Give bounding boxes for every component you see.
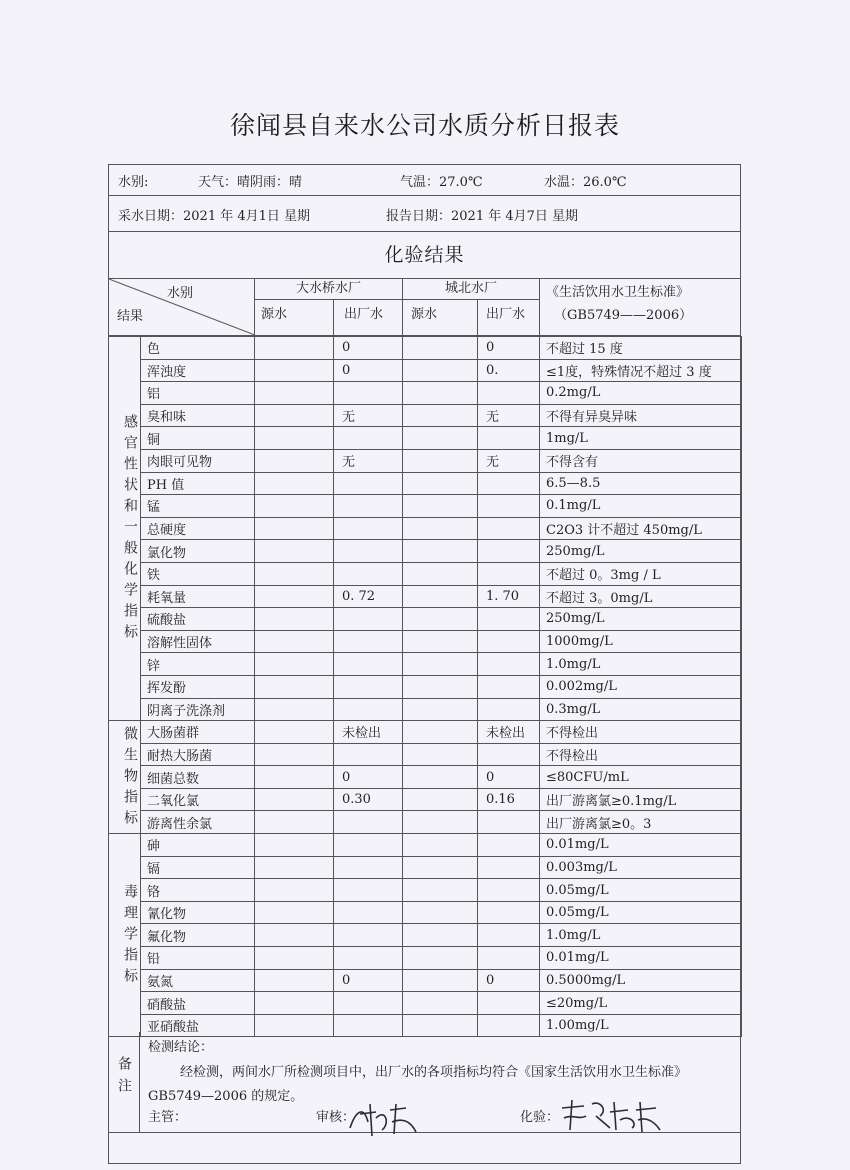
item-name: 色 [141,337,255,360]
header-plant2 [402,278,539,336]
plant1-output-value: 0. 72 [334,585,403,608]
table-row [109,495,742,518]
plant2-output-value [478,540,540,563]
table-row [109,924,742,947]
section-title: 化验结果 [384,244,465,266]
water-temp-field: 水温：26.0℃ [544,175,627,190]
plant2-source-value [403,766,478,789]
plant2-source-value [403,675,478,698]
table-row [109,743,742,766]
item-name: 耗氧量 [141,585,255,608]
plant1-output-value [334,811,403,834]
plant2-source-value [403,608,478,631]
table-row [109,404,742,427]
header-plant1 [254,278,402,336]
standard-value: 1.0mg/L [540,653,742,676]
results-table [108,336,742,1037]
header-corner-top: 水别 [167,286,194,301]
plant2-output-value [478,834,540,857]
plant1-source-value [255,788,334,811]
item-name: PH 值 [141,472,255,495]
plant1-output-value [334,472,403,495]
plant2-output-value [478,743,540,766]
standard-value: 不得检出 [540,743,742,766]
standard-value: 0.01mg/L [540,834,742,857]
plant1-source-value [255,630,334,653]
plant1-output-value: 0 [334,359,403,382]
plant2-source-value [403,811,478,834]
plant2-output-value: 0 [478,766,540,789]
plant1-output-value: 无 [334,404,403,427]
standard-value: 0.1mg/L [540,495,742,518]
air-temp-field: 气温：27.0℃ [400,175,483,190]
plant2-source-value [403,743,478,766]
plant2-source-value [403,879,478,902]
plant1-source-value [255,743,334,766]
standard-value: 不得含有 [540,449,742,472]
plant2-output-header: 出厂水 [486,307,526,322]
supervisor-label: 主管： [148,1110,188,1125]
table-row [109,811,742,834]
plant1-source-value [255,698,334,721]
plant1-output-value [334,382,403,405]
standard-value: 出厂游离氯≥0。3 [540,811,742,834]
standard-value: 0.003mg/L [540,856,742,879]
plant1-output-value [334,608,403,631]
reviewer-label: 审核： [316,1110,356,1125]
standard-value: 250mg/L [540,608,742,631]
item-name: 二氧化氯 [141,788,255,811]
standard-value: 0.05mg/L [540,901,742,924]
plant1-source-value [255,811,334,834]
plant1-output-value [334,901,403,924]
plant2-source-value [403,698,478,721]
table-row [109,630,742,653]
plant1-source-value [255,834,334,857]
plant2-output-value: 无 [478,449,540,472]
plant1-source-value [255,404,334,427]
plant2-source-value [403,427,478,450]
plant1-source-value [255,382,334,405]
plant1-output-value: 0.30 [334,788,403,811]
plant1-source-value [255,472,334,495]
table-row [109,337,742,360]
table-row [109,766,742,789]
standard-value: 1000mg/L [540,630,742,653]
table-row [109,653,742,676]
tester-signature [556,1094,666,1138]
table-row [109,359,742,382]
item-name: 浑浊度 [141,359,255,382]
plant2-output-value [478,811,540,834]
item-name: 游离性余氯 [141,811,255,834]
table-row [109,879,742,902]
standard-value: 0.05mg/L [540,879,742,902]
standard-value: 0.3mg/L [540,698,742,721]
standard-value: C2O3 计不超过 450mg/L [540,517,742,540]
plant2-source-value [403,992,478,1015]
table-row [109,788,742,811]
remarks-label-cell [108,1032,140,1132]
plant2-output-value [478,924,540,947]
item-name: 总硬度 [141,517,255,540]
standard-value: 0.5000mg/L [540,969,742,992]
plant2-output-value [478,630,540,653]
standard-value: 250mg/L [540,540,742,563]
plant1-source-value [255,766,334,789]
report-date-field: 报告日期：2021 年 4月7日 星期 [386,209,579,224]
table-row [109,856,742,879]
plant2-output-value [478,427,540,450]
plant1-source-value [255,540,334,563]
table-row [109,608,742,631]
item-name: 肉眼可见物 [141,449,255,472]
standard-value: 1mg/L [540,427,742,450]
plant2-source-value [403,947,478,970]
plant1-source-value [255,969,334,992]
plant1-source-value [255,721,334,744]
remarks-label: 备注 [116,1056,132,1100]
plant2-source-value [403,856,478,879]
plant2-output-value [478,901,540,924]
tester-label: 化验： [520,1110,560,1125]
item-name: 大肠菌群 [141,721,255,744]
item-name: 铜 [141,427,255,450]
item-name: 硫酸盐 [141,608,255,631]
item-name: 锌 [141,653,255,676]
plant2-source-value [403,540,478,563]
weather-field: 天气：晴阴雨：晴 [198,175,303,190]
header-corner-bottom: 结果 [117,309,144,324]
plant2-output-value: 未检出 [478,721,540,744]
plant1-output-value [334,495,403,518]
plant1-output-value [334,540,403,563]
plant2-output-value [478,653,540,676]
standard-value: 0.01mg/L [540,947,742,970]
item-name: 耐热大肠菌 [141,743,255,766]
plant1-source-value [255,675,334,698]
item-name: 亚硝酸盐 [141,1014,255,1037]
plant2-source-header: 源水 [403,299,478,335]
standard-value: 0.002mg/L [540,675,742,698]
standard-value: 不超过 3。0mg/L [540,585,742,608]
plant2-name: 城北水厂 [403,279,539,300]
plant2-output-value [478,495,540,518]
standard-value: 不超过 15 度 [540,337,742,360]
standard-value: 不得检出 [540,721,742,744]
standard-value: 6.5—8.5 [540,472,742,495]
plant2-output-value: 0. [478,359,540,382]
plant1-output-value [334,427,403,450]
plant1-output-header: 出厂水 [344,307,384,322]
table-row [109,901,742,924]
conclusion-text-line1: 经检测，两间水厂所检测项目中，出厂水的各项指标均符合《国家生活饮用水卫生标准》 [180,1065,688,1080]
table-row [109,472,742,495]
conclusion-text-line2: GB5749—2006 的规定。 [148,1089,304,1104]
plant2-source-value [403,653,478,676]
plant1-source-value [255,653,334,676]
plant1-output-value [334,924,403,947]
table-row [109,562,742,585]
plant2-source-value [403,630,478,653]
plant1-source-value [255,517,334,540]
item-name: 硝酸盐 [141,992,255,1015]
standard-value: ≤1度，特殊情况不超过 3 度 [540,359,742,382]
plant1-source-value [255,901,334,924]
item-name: 阴离子洗涤剂 [141,698,255,721]
plant1-output-value [334,653,403,676]
plant1-output-value [334,698,403,721]
plant1-output-value [334,834,403,857]
plant1-output-value [334,992,403,1015]
plant1-source-value [255,337,334,360]
item-name: 氯化物 [141,540,255,563]
item-name: 镉 [141,856,255,879]
plant1-source-value [255,562,334,585]
plant1-source-value [255,427,334,450]
plant1-source-value [255,924,334,947]
table-row [109,675,742,698]
plant2-output-value [478,992,540,1015]
plant2-output-value [478,517,540,540]
plant1-output-value [334,879,403,902]
plant2-source-value [403,337,478,360]
standard-value: 不得有异臭异味 [540,404,742,427]
item-name: 铝 [141,382,255,405]
header-corner-cell [108,278,254,336]
sample-date-field: 采水日期：2021 年 4月1日 星期 [118,209,311,224]
standard-value: 0.2mg/L [540,382,742,405]
table-row [109,382,742,405]
item-name: 臭和味 [141,404,255,427]
plant2-source-value [403,449,478,472]
plant1-output-value: 无 [334,449,403,472]
table-row [109,517,742,540]
item-name: 溶解性固体 [141,630,255,653]
plant1-output-value: 未检出 [334,721,403,744]
table-row [109,721,742,744]
plant2-output-value [478,698,540,721]
remarks-block [108,1032,741,1164]
standard-value: 出厂游离氯≥0.1mg/L [540,788,742,811]
plant2-output-value: 0.16 [478,788,540,811]
plant1-source-value [255,608,334,631]
category-label: 微生物指标 [109,721,141,834]
plant2-output-value [478,472,540,495]
plant1-output-value [334,856,403,879]
category-label: 感官性状和一般化学指标 [109,337,141,721]
plant1-output-value [334,630,403,653]
report-title: 徐闻县自来水公司水质分析日报表 [229,111,620,140]
plant1-output-value [334,743,403,766]
standard-line2: （GB5749——2006） [554,308,693,323]
water-type-label: 水别: [118,175,149,190]
plant2-source-value [403,359,478,382]
reviewer-signature [346,1098,426,1140]
plant1-source-value [255,449,334,472]
plant2-source-value [403,495,478,518]
table-row [109,992,742,1015]
plant1-source-header: 源水 [255,299,334,335]
plant2-source-value [403,562,478,585]
plant1-output-value [334,675,403,698]
plant1-output-value [334,517,403,540]
plant2-output-value [478,947,540,970]
plant2-source-value [403,382,478,405]
plant1-output-value: 0 [334,766,403,789]
item-name: 氰化物 [141,901,255,924]
item-name: 细菌总数 [141,766,255,789]
table-row [109,834,742,857]
standard-value: 1.0mg/L [540,924,742,947]
plant2-source-value [403,404,478,427]
table-row [109,449,742,472]
category-label: 毒理学指标 [109,834,141,1037]
plant2-source-value [403,472,478,495]
plant2-output-value [478,879,540,902]
plant2-output-value [478,856,540,879]
table-row [109,427,742,450]
plant1-name: 大水桥水厂 [255,279,402,300]
plant2-source-value [403,721,478,744]
standard-value: ≤80CFU/mL [540,766,742,789]
plant2-source-value [403,585,478,608]
plant2-output-value [478,675,540,698]
plant2-source-value [403,969,478,992]
standard-value: 1.00mg/L [540,1014,742,1037]
header-standard [539,278,741,336]
plant1-source-value [255,495,334,518]
plant1-output-value [334,947,403,970]
item-name: 氨氮 [141,969,255,992]
table-row [109,969,742,992]
plant1-source-value [255,359,334,382]
standard-value: 不超过 0。3mg / L [540,562,742,585]
plant1-output-value: 0 [334,337,403,360]
plant2-output-value: 0 [478,969,540,992]
plant2-output-value: 0 [478,337,540,360]
plant2-output-value [478,562,540,585]
plant1-source-value [255,585,334,608]
item-name: 铅 [141,947,255,970]
plant2-output-value: 1. 70 [478,585,540,608]
plant1-source-value [255,879,334,902]
plant2-source-value [403,517,478,540]
table-row [109,585,742,608]
plant2-source-value [403,834,478,857]
item-name: 锰 [141,495,255,518]
plant1-source-value [255,947,334,970]
plant2-source-value [403,924,478,947]
plant1-output-value [334,562,403,585]
table-row [109,540,742,563]
plant2-source-value [403,901,478,924]
info-row-weather [108,164,741,196]
plant1-source-value [255,856,334,879]
standard-value: ≤20mg/L [540,992,742,1015]
conclusion-heading: 检测结论： [148,1040,214,1055]
table-row [109,947,742,970]
plant2-output-value [478,382,540,405]
plant2-source-value [403,788,478,811]
item-name: 砷 [141,834,255,857]
item-name: 铁 [141,562,255,585]
table-row [109,698,742,721]
standard-line1: 《生活饮用水卫生标准》 [546,285,690,300]
item-name: 铬 [141,879,255,902]
plant2-output-value [478,608,540,631]
item-name: 氟化物 [141,924,255,947]
plant1-source-value [255,992,334,1015]
info-row-dates [108,196,741,232]
item-name: 挥发酚 [141,675,255,698]
plant2-output-value: 无 [478,404,540,427]
plant1-output-value: 0 [334,969,403,992]
